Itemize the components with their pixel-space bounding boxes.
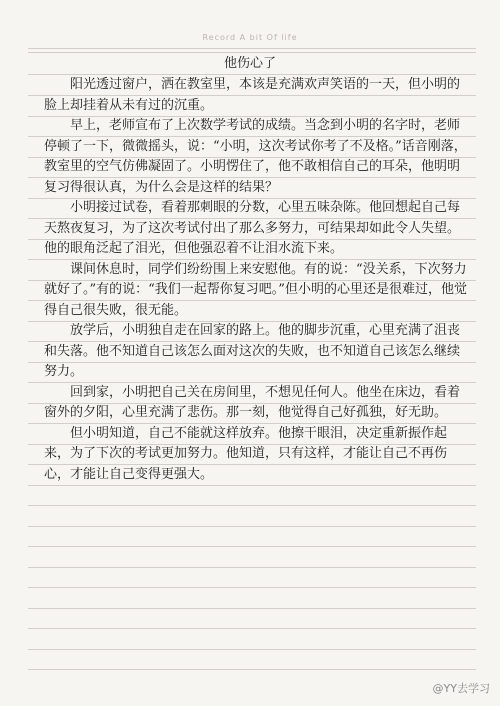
watermark-text: @YY去学习 [432,682,490,695]
essay-paragraph: 早上，老师宣布了上次数学考试的成绩。当念到小明的名字时，老师停顿了一下，微微摇头，说：“小明，这次考试你考了不及格。”话音刚落，教室里的空气仿佛凝固了。小明愣住了，他不敢相信自己的耳朵，他明明复习得很认真，为什么会是这样的结果？ [44,118,467,195]
essay-title: 他伤心了 [223,56,276,71]
essay-body [44,75,470,485]
ruled-line [28,546,476,547]
ruled-line [28,649,476,650]
essay-paragraph: 课间休息时，同学们纷纷围上来安慰他。有的说：“没关系，下次努力就好了。”有的说：“我们一起帮你复习吧。”但小明的心里还是很难过，他觉得自己很失败，很无能。 [44,261,467,318]
ruled-line [28,669,476,670]
ruled-line [28,628,476,629]
ruled-line [28,485,476,486]
ruled-line [28,505,476,506]
essay-paragraph: 小明接过试卷，看着那刺眼的分数，心里五味杂陈。他回想起自己每天熬夜复习，为了这次考试付出了那么多努力，可结果却如此令人失望。他的眼角泛起了泪光，但他强忍着不让泪水流下来。 [44,200,461,256]
ruled-line [28,52,476,53]
essay-paragraph: 回到家，小明把自己关在房间里，不想见任何人。他坐在床边，看着窗外的夕阳，心里充满了悲伤。那一刻，他觉得自己好孤独，好无助。 [44,384,461,420]
page-header-brand: Record A bit Of life [202,33,298,42]
essay-paragraph: 但小明知道，自己不能就这样放弃。他擦干眼泪，决定重新振作起来，为了下次的考试更加努力。他知道，只有这样，才能让自己不再伤心，才能让自己变得更强大。 [44,425,448,482]
ruled-line [28,567,476,568]
essay-paragraph: 放学后，小明独自走在回家的路上。他的脚步沉重，心里充满了沮丧和失落。他不知道自己该怎么面对这次的失败，也不知道自己该怎么继续努力。 [44,323,461,379]
ruled-line [28,526,476,527]
ruled-line [28,608,476,609]
essay-paragraph: 阳光透过窗户，洒在教室里，本该是充满欢声笑语的一天，但小明的脸上却挂着从未有过的沉重。 [44,77,461,113]
ruled-line [28,587,476,588]
ruled-line [28,48,476,49]
